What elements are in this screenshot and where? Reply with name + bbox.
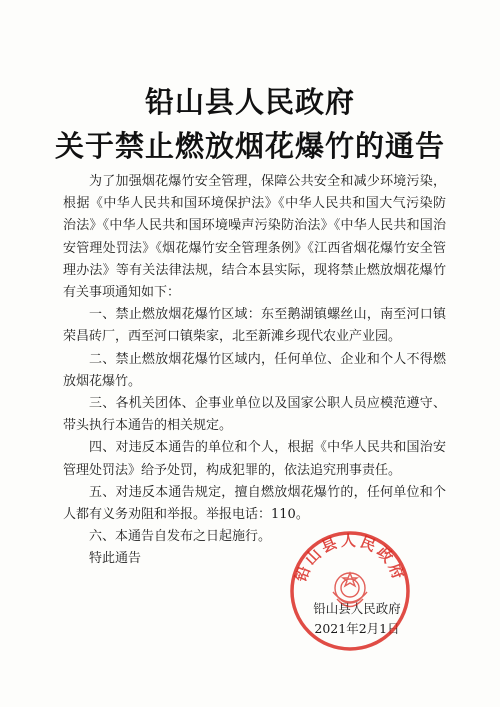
title-line-1: 铅山县人民政府 xyxy=(144,85,355,119)
item-6-paragraph: 六、本通告自发布之日起施行。 xyxy=(89,529,272,545)
signature-date: 2021年2月1日 xyxy=(314,621,400,636)
item-2-paragraph: 二、禁止燃放烟花爆竹区域内，任何单位、企业和个人不得燃放烟花爆竹。 xyxy=(63,351,446,389)
title-line-2: 关于禁止燃放烟花爆竹的通告 xyxy=(54,129,445,163)
notice-body xyxy=(63,171,446,571)
item-1-paragraph: 一、禁止燃放烟花爆竹区域：东至鹅湖镇螺丝山，南至河口镇荣昌砖厂，西至河口镇柴家，北至新滩乡现代农业产业园。 xyxy=(63,307,446,345)
item-5-paragraph: 五、对违反本通告规定，擅自燃放烟花爆竹的，任何单位和个人都有义务劝阻和举报。举报电话：110。 xyxy=(63,484,446,523)
item-4-paragraph: 四、对违反本通告的单位和个人，根据《中华人民共和国治安管理处罚法》给予处罚，构成犯罪的，依法追究刑事责任。 xyxy=(63,440,446,478)
signature-org: 铅山县人民政府 xyxy=(313,601,401,616)
closing-paragraph: 特此通告 xyxy=(89,551,142,567)
intro-paragraph: 为了加强烟花爆竹安全管理，保障公共安全和减少环境污染，根据《中华人民共和国环境保护法》《中华人民共和国大气污染防治法》《中华人民共和国环境噪声污染防治法》《中华人民共和国治安管理处罚法》《烟花爆竹安全管理条例》《江西省烟花爆竹安全管理办法》等有关法律法规，结合本县实际，现将禁止燃放烟花爆竹有关事项通知如下： xyxy=(63,174,446,301)
svg-text:铅山县人民政府: 铅山县人民政府 xyxy=(291,531,409,585)
item-3-paragraph: 三、各机关团体、企事业单位以及国家公职人员应模范遵守、带头执行本通告的相关规定。 xyxy=(63,396,446,434)
